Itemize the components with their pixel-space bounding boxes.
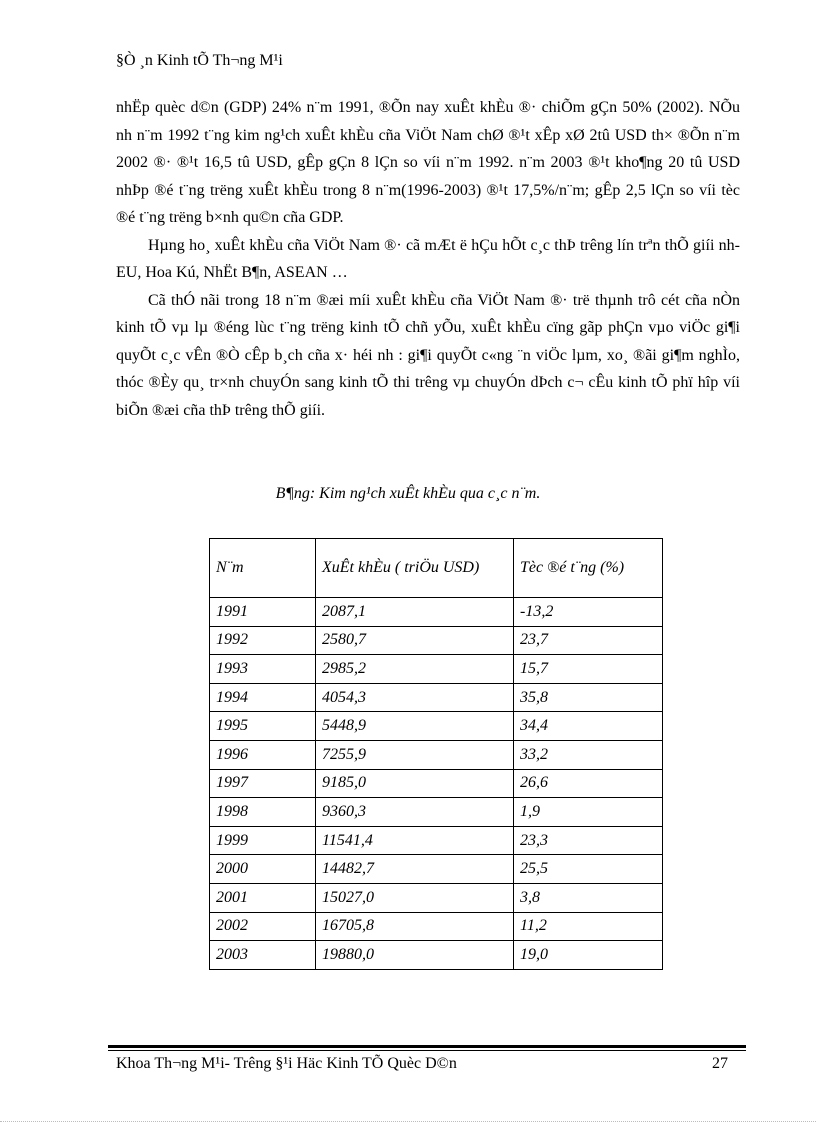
cell-year: 2001 [210, 883, 316, 912]
cell-export: 11541,4 [316, 826, 514, 855]
table-row [210, 941, 663, 970]
table-row [210, 826, 663, 855]
table-row [210, 740, 663, 769]
cell-year: 2000 [210, 855, 316, 884]
cell-year: 1991 [210, 598, 316, 627]
cell-year: 1997 [210, 769, 316, 798]
cell-export: 4054,3 [316, 683, 514, 712]
table-row [210, 655, 663, 684]
page-header: §Ò ¸n Kinh tÕ Th¬ng M¹i [116, 52, 283, 69]
cell-growth: -13,2 [514, 598, 663, 627]
cell-growth: 33,2 [514, 740, 663, 769]
table-row [210, 798, 663, 827]
cell-year: 1994 [210, 683, 316, 712]
page-footer [116, 1055, 728, 1073]
cell-year: 1999 [210, 826, 316, 855]
cell-growth: 34,4 [514, 712, 663, 741]
cell-growth: 19,0 [514, 941, 663, 970]
table-row [210, 626, 663, 655]
cell-export: 2985,2 [316, 655, 514, 684]
cell-year: 2003 [210, 941, 316, 970]
table-row [210, 769, 663, 798]
footer-institution: Khoa Th¬ng M¹i- Trêng §¹i Häc Kinh TÕ Quèc D©n [116, 1055, 457, 1072]
cell-export: 14482,7 [316, 855, 514, 884]
cell-export: 15027,0 [316, 883, 514, 912]
page-number: 27 [712, 1055, 728, 1072]
cell-export: 5448,9 [316, 712, 514, 741]
cell-export: 9185,0 [316, 769, 514, 798]
header-growth-rate: Tèc ®é t¨ng (%) [514, 539, 663, 598]
cell-year: 1993 [210, 655, 316, 684]
cell-year: 1995 [210, 712, 316, 741]
page-boundary [0, 1121, 816, 1122]
cell-growth: 15,7 [514, 655, 663, 684]
cell-growth: 3,8 [514, 883, 663, 912]
cell-growth: 25,5 [514, 855, 663, 884]
paragraph: nhËp quèc d©n (GDP) 24% n¨m 1991, ®Õn nay xuÊt khÈu ®· chiÕm gÇn 50% (2002). NÕu nh n¨m 1992 t¨ng kim ng¹ch xuÊt khÈu cña ViÖt Nam chØ ®¹t xÊp xØ 2tû USD th× ®Õn n¨m 2002 ®· ®¹t 16,5 tû USD, gÊp gÇn 8 lÇn so víi n¨m 1992. n¨m 2003 ®¹t kho¶ng 20 tû USD nhÞp ®é t¨ng trëng xuÊt khÈu trong 8 n¨m(1996-2003) ®¹t 17,5%/n¨m; gÊp 2,5 lÇn so víi tèc ®é t¨ng trëng b×nh qu©n cña GDP. [116, 99, 740, 226]
export-table [209, 538, 663, 970]
cell-export: 2580,7 [316, 626, 514, 655]
cell-growth: 23,3 [514, 826, 663, 855]
cell-export: 9360,3 [316, 798, 514, 827]
footer-rule-thick [108, 1045, 746, 1048]
header-year: N¨m [210, 539, 316, 598]
cell-year: 1992 [210, 626, 316, 655]
table-row [210, 712, 663, 741]
header-export-value: XuÊt khÈu ( triÖu USD) [316, 539, 514, 598]
cell-export: 19880,0 [316, 941, 514, 970]
body-text [116, 94, 740, 424]
cell-growth: 11,2 [514, 912, 663, 941]
table-header-row [210, 539, 663, 598]
cell-year: 1996 [210, 740, 316, 769]
cell-export: 16705,8 [316, 912, 514, 941]
cell-growth: 1,9 [514, 798, 663, 827]
cell-growth: 35,8 [514, 683, 663, 712]
cell-export: 7255,9 [316, 740, 514, 769]
footer-rule-thin [108, 1050, 746, 1051]
table-row [210, 855, 663, 884]
table-row [210, 883, 663, 912]
table-caption: B¶ng: Kim ng¹ch xuÊt khÈu qua c¸c n¨m. [275, 485, 541, 502]
cell-year: 2002 [210, 912, 316, 941]
cell-export: 2087,1 [316, 598, 514, 627]
cell-growth: 26,6 [514, 769, 663, 798]
cell-growth: 23,7 [514, 626, 663, 655]
paragraph: Cã thÓ nãi trong 18 n¨m ®æi míi xuÊt khÈu cña ViÖt Nam ®· trë thµnh trô cét cña nÒn kinh tÕ vµ lµ ®éng lùc t¨ng trëng kinh tÕ chñ yÕu, xuÊt khÈu cïng gãp phÇn vµo viÖc gi¶i quyÕt c¸c vÊn ®Ò cÊp b¸ch cña x· héi nh : gi¶i quyÕt c«ng ¨n viÖc lµm, xo¸ ®ãi gi¶m nghÌo, thóc ®Èy qu¸ tr×nh chuyÓn sang kinh tÕ thi trêng vµ chuyÓn dÞch c¬ cÊu kinh tÕ phï hîp víi biÕn ®æi cña thÞ trêng thÕ giíi. [116, 291, 740, 419]
paragraph: Hµng ho¸ xuÊt khÈu cña ViÖt Nam ®· cã mÆt ë hÇu hÕt c¸c thÞ trêng lín trªn thÕ giíi nh EU, Hoa Kú, NhËt B¶n, ASEAN … [116, 236, 740, 281]
cell-year: 1998 [210, 798, 316, 827]
table-row [210, 912, 663, 941]
table-row [210, 683, 663, 712]
table-row [210, 598, 663, 627]
